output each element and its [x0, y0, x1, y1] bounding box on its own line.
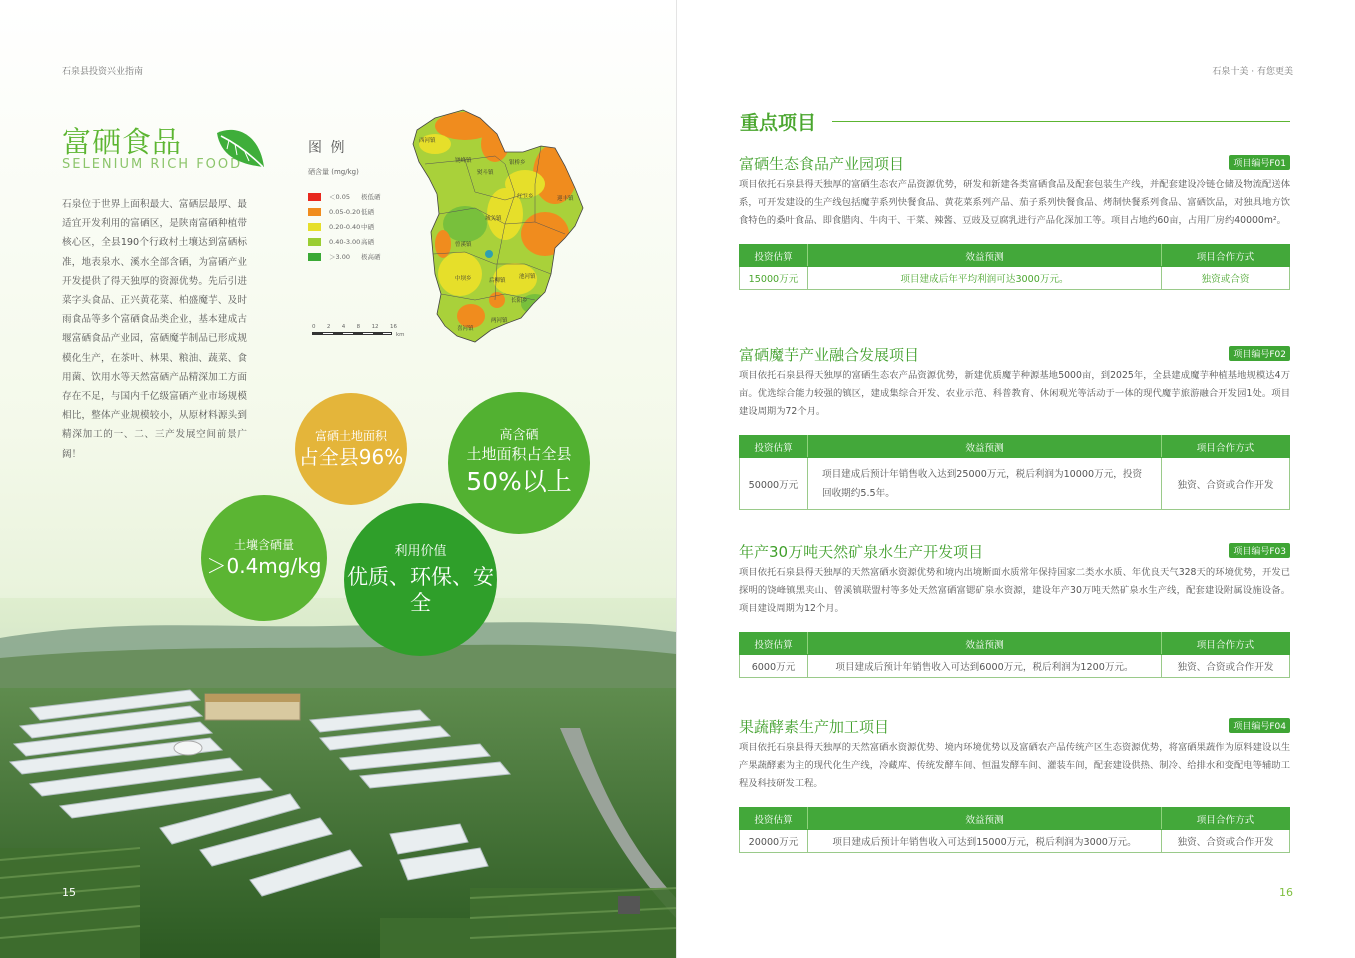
cell-benefit: 项目建成后年平均利润可达3000万元。: [808, 267, 1162, 290]
table-row: [740, 830, 1290, 853]
legend-item: [308, 204, 418, 219]
project-f02: [739, 344, 1290, 510]
map-town-label: 长阳乡: [511, 298, 528, 304]
table-row: [740, 267, 1290, 290]
map-scale-bar: [312, 324, 407, 342]
legend-swatch: [308, 193, 321, 201]
map-town-label: 饶峰镇: [455, 158, 472, 164]
running-head-left: 石泉县投资兴业指南: [62, 67, 144, 77]
cell-coop: 独资、合资或合作开发: [1162, 458, 1290, 510]
scale-line: [312, 332, 392, 335]
map-town-label: 城关镇: [485, 216, 502, 222]
circle-soil-label: 土壤含硒量: [233, 538, 294, 552]
map-town-label: 中坝乡: [455, 276, 472, 282]
circle-selenium-land-area: [295, 393, 407, 505]
cell-invest: 15000万元: [740, 267, 808, 290]
scale-tick: 16: [389, 324, 397, 330]
map-town-label: 喜河镇: [457, 326, 474, 332]
cell-benefit: 项目建成后预计年销售收入达到25000万元，税后利润为10000万元，投资回收期约5.5年。: [808, 458, 1162, 510]
header-coop: 项目合作方式: [1162, 245, 1290, 267]
left-page: [0, 0, 676, 958]
header-coop: 项目合作方式: [1162, 808, 1290, 830]
map-town-label: 西河镇: [419, 138, 436, 144]
header-benefit: 效益预测: [808, 436, 1162, 458]
page-number-left: 15: [62, 886, 76, 899]
legend-label: 极低硒: [361, 193, 381, 201]
right-page: [677, 0, 1355, 958]
legend-item: [308, 249, 418, 264]
legend-label: 极高硒: [361, 253, 381, 261]
cell-invest: 6000万元: [740, 655, 808, 678]
circle-high-label: 高含硒: [499, 428, 539, 443]
legend-swatch: [308, 253, 321, 261]
project-code-badge: 项目编号F03: [1229, 543, 1290, 558]
map-town-label: 迎丰镇: [557, 196, 574, 202]
header-coop: 项目合作方式: [1162, 633, 1290, 655]
legend-swatch: [308, 238, 321, 246]
circle-value-text: 优质、环保、安全: [347, 564, 494, 615]
circle-high-selenium: [448, 392, 590, 534]
page-subtitle-en: SELENIUM RICH FOOD: [62, 157, 243, 172]
cell-invest: 20000万元: [740, 830, 808, 853]
project-table: [739, 807, 1290, 853]
map-town-label: 两河镇: [491, 318, 508, 324]
legend-swatch: [308, 223, 321, 231]
circle-area-value: 占全县96%: [298, 445, 404, 469]
legend-title: 图 例: [308, 140, 347, 156]
legend-label: 中硒: [361, 223, 374, 231]
leaf-icon: [215, 125, 267, 171]
project-table: [739, 632, 1290, 678]
legend-unit: 硒含量 (mg/kg): [308, 168, 359, 176]
selenium-distribution-map: [405, 104, 598, 348]
cell-benefit: 项目建成后预计年销售收入可达到15000万元，税后利润为3000万元。: [808, 830, 1162, 853]
project-title: 果蔬酵素生产加工项目: [739, 718, 890, 736]
circle-high-value: 50%以上: [466, 467, 572, 496]
cell-benefit: 项目建成后预计年销售收入可达到6000万元，税后利润为1200万元。: [808, 655, 1162, 678]
intro-paragraph: 石泉位于世界上面积最大、富硒层最厚、最适宜开发利用的富硒区，是陕南富硒种植带核心区，全县190个行政村土壤达到富硒标准，地表泉水、溪水全部含硒，为富硒产业开发提供了得天独厚的资源优势。先后引进菜字头食品、正兴黄花菜、柏盛魔芋、及时雨食品等多个富硒食品类企业，基本建成古堰富硒食品产业园，富硒魔芋制品已形成规模化生产，在茶叶、林果、粮油、蔬菜、食用菌、饮用水等天然富硒产品精深加工方面存在不足，与国内千亿级富硒产业市场规模相比，整体产业规模较小，从原材料源头到精深加工的一、二、三产发展空间前景广阔！: [62, 199, 247, 460]
header-invest: 投资估算: [740, 436, 808, 458]
map-town-label: 曾溪镇: [455, 242, 472, 248]
project-title: 富硒生态食品产业园项目: [739, 155, 905, 173]
circle-utilization-value: [344, 503, 497, 656]
table-row: [740, 458, 1290, 510]
project-table: [739, 244, 1290, 290]
scale-tick: 12: [371, 324, 379, 330]
legend-range: ＜0.05: [329, 193, 350, 201]
legend-item: [308, 219, 418, 234]
project-table: [739, 435, 1290, 510]
header-coop: 项目合作方式: [1162, 436, 1290, 458]
circle-area-label: 富硒土地面积: [314, 429, 387, 443]
map-town-label: 熨斗镇: [477, 170, 494, 176]
project-description: 项目依托石泉县得天独厚的天然富硒水资源优势、境内环境优势以及富硒农产品传统产区生态资源优势，将富硒果蔬作为原料建设以生产果蔬酵素为主的现代化生产线，冷藏库、传统发酵车间、恒温发酵车间、灌装车间，配套建设供热、制冷、给排水和变配电等辅助工程及科技研发工程。: [739, 742, 1290, 789]
header-invest: 投资估算: [740, 245, 808, 267]
scale-tick: 4: [341, 324, 346, 330]
section-title: 重点项目: [740, 112, 817, 134]
project-title: 富硒魔芋产业融合发展项目: [739, 346, 920, 364]
project-f03: [739, 541, 1290, 678]
project-f01: [739, 153, 1290, 290]
circle-soil-selenium: [201, 495, 327, 621]
header-benefit: 效益预测: [808, 808, 1162, 830]
legend-item: [308, 234, 418, 249]
scale-unit: km: [396, 332, 405, 338]
page-number-right: 16: [1279, 886, 1293, 899]
map-legend: [308, 137, 418, 264]
scale-tick: 2: [326, 324, 331, 330]
legend-swatch: [308, 208, 321, 216]
header-benefit: 效益预测: [808, 633, 1162, 655]
legend-range: 0.40-3.00: [329, 237, 361, 246]
cell-coop: 独资、合资或合作开发: [1162, 655, 1290, 678]
legend-item: [308, 189, 418, 204]
project-title: 年产30万吨天然矿泉水生产开发项目: [739, 543, 984, 561]
project-description: 项目依托石泉县得天独厚的富硒生态农产品资源优势，新建优质魔芋种源基地5000亩，到2025年，全县建成魔芋种植基地规模达4万亩。优选综合能力较强的镇区，建成集综合开发、农业示范、科普教育、休闲观光等活动于一体的现代魔芋旅游融合开发园1处。项目建设周期为72个月。: [739, 370, 1290, 417]
project-f04: [739, 716, 1290, 853]
legend-range: ＞3.00: [329, 253, 350, 261]
farmland-aerial-photo: [0, 598, 676, 958]
cell-coop: 独资或合资: [1162, 267, 1290, 290]
table-row: [740, 655, 1290, 678]
project-code-badge: 项目编号F04: [1229, 718, 1290, 733]
section-rule: [832, 121, 1290, 122]
header-invest: 投资估算: [740, 633, 808, 655]
scale-tick: 0: [312, 324, 316, 330]
cell-coop: 独资、合资或合作开发: [1162, 830, 1290, 853]
cell-invest: 50000万元: [740, 458, 808, 510]
map-town-label: 池河镇: [519, 274, 536, 280]
legend-label: 低硒: [361, 208, 374, 216]
circle-value-label: 利用价值: [394, 543, 447, 559]
project-code-badge: 项目编号F01: [1229, 155, 1290, 170]
project-description: 项目依托石泉县得天独厚的富硒生态农产品资源优势，研发和新建各类富硒食品及配套包装生产线，并配套建设冷链仓储及物流配送体系，可开发建设的生产线包括魔芋系列快餐食品、黄花菜系列产品、茄子系列快餐食品、烤制快餐系列食品、富硒饮品，对独具地方饮食特色的桑叶食品、即食腊肉、牛肉干、干菜、辣酱、豆豉及豆腐乳进行产品化深加工等。项目占地约60亩，占用厂房约40000m²。: [739, 179, 1290, 226]
project-code-badge: 项目编号F02: [1229, 346, 1290, 361]
circle-soil-value: ＞0.4mg/kg: [206, 554, 322, 578]
map-town-label: 红卫乡: [517, 194, 534, 200]
header-invest: 投资估算: [740, 808, 808, 830]
map-town-label: 后柳镇: [489, 278, 506, 284]
legend-label: 高硒: [361, 238, 374, 246]
page-title: 富硒食品: [62, 125, 183, 159]
legend-range: 0.05-0.20: [329, 207, 361, 216]
scale-tick: 8: [356, 324, 361, 330]
running-head-right: 石泉十美 · 有您更美: [1212, 67, 1293, 77]
circle-high-label2: 土地面积占全县: [466, 445, 572, 463]
project-description: 项目依托石泉县得天独厚的天然富硒水资源优势和境内出境断面水质常年保持国家二类水水质、年优良天气328天的环境优势，开发已探明的饶峰镇黑夹山、曾溪镇联盟村等多处天然富硒富锶矿泉水资源，建设年产30万吨天然矿泉水生产线，配套建设附属设施设备。项目建设周期为12个月。: [739, 567, 1290, 614]
legend-range: 0.20-0.40: [329, 222, 361, 231]
map-town-label: 银桥乡: [509, 160, 526, 166]
header-benefit: 效益预测: [808, 245, 1162, 267]
